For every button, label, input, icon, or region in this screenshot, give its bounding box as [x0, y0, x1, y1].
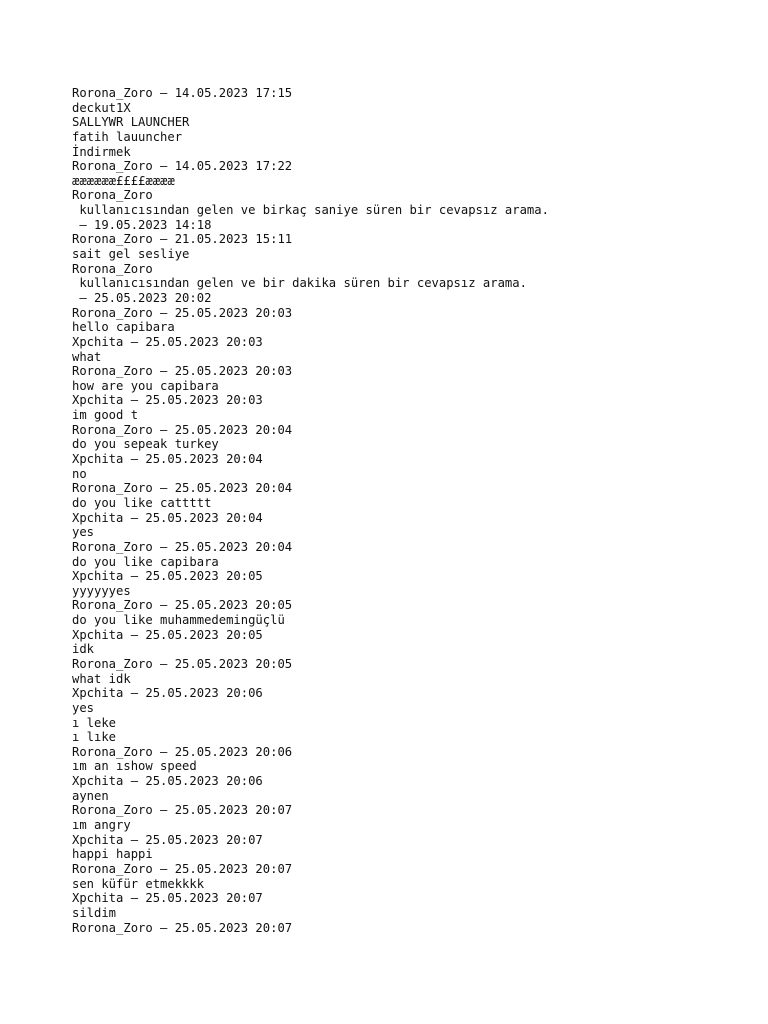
- message-header: Rorona_Zoro — 25.05.2023 20:05: [72, 598, 293, 613]
- message-header: Rorona_Zoro — 21.05.2023 15:11: [72, 232, 293, 247]
- message-header: Xpchita — 25.05.2023 20:04: [72, 452, 263, 467]
- message-text: aynen: [72, 788, 109, 803]
- message-text: ı lıke: [72, 730, 117, 745]
- message-text: do you like cattttt: [72, 495, 212, 510]
- message-text: ım an ıshow speed: [72, 759, 197, 774]
- message-header: Rorona_Zoro — 25.05.2023 20:07: [72, 803, 293, 818]
- message-text: sildim: [72, 905, 117, 920]
- message-header: Rorona_Zoro — 25.05.2023 20:04: [72, 539, 293, 554]
- message-header: Xpchita — 25.05.2023 20:06: [72, 686, 263, 701]
- message-text: ım angry: [72, 818, 131, 833]
- message-text: do you like capibara: [72, 554, 219, 569]
- message-text: im good t: [72, 408, 139, 423]
- message-text: yyyyyyes: [72, 583, 131, 598]
- message-text: no: [72, 466, 87, 481]
- message-header: Xpchita — 25.05.2023 20:05: [72, 569, 263, 584]
- message-header: Rorona_Zoro — 25.05.2023 20:03: [72, 364, 293, 379]
- call-notice-time: — 25.05.2023 20:02: [72, 290, 212, 305]
- message-header: Rorona_Zoro — 14.05.2023 17:22: [72, 159, 293, 174]
- message-header: Rorona_Zoro — 14.05.2023 17:15: [72, 86, 293, 100]
- call-notice-user: Rorona_Zoro: [72, 261, 153, 276]
- message-header: Xpchita — 25.05.2023 20:03: [72, 334, 263, 349]
- message-header: Rorona_Zoro — 25.05.2023 20:07: [72, 920, 293, 935]
- message-header: Xpchita — 25.05.2023 20:07: [72, 832, 263, 847]
- call-notice-text: kullanıcısından gelen ve birkaç saniye süren bir cevapsız arama.: [72, 203, 549, 218]
- message-text: fatih lauuncher: [72, 129, 183, 144]
- message-header: Rorona_Zoro — 25.05.2023 20:07: [72, 861, 293, 876]
- chat-log: [72, 86, 752, 935]
- message-header: Xpchita — 25.05.2023 20:06: [72, 774, 263, 789]
- message-header: Rorona_Zoro — 25.05.2023 20:03: [72, 305, 293, 320]
- message-text: SALLYWR LAUNCHER: [72, 115, 190, 130]
- call-notice-user: Rorona_Zoro: [72, 188, 153, 203]
- message-text: do you like muhammedemingüçlü: [72, 613, 285, 628]
- call-notice-time: — 19.05.2023 14:18: [72, 217, 212, 232]
- message-header: Xpchita — 25.05.2023 20:04: [72, 510, 263, 525]
- message-text: idk: [72, 642, 95, 657]
- message-text: sait gel sesliye: [72, 247, 190, 262]
- message-text: sen küfür etmekkkk: [72, 876, 205, 891]
- message-text: yes: [72, 525, 95, 540]
- message-header: Xpchita — 25.05.2023 20:03: [72, 393, 263, 408]
- message-text: deckut1X: [72, 100, 131, 115]
- message-header: Xpchita — 25.05.2023 20:05: [72, 627, 263, 642]
- message-header: Rorona_Zoro — 25.05.2023 20:05: [72, 656, 293, 671]
- message-text: do you sepeak turkey: [72, 437, 219, 452]
- message-text: happi happi: [72, 847, 153, 862]
- message-header: Rorona_Zoro — 25.05.2023 20:04: [72, 481, 293, 496]
- message-text: how are you capibara: [72, 378, 219, 393]
- message-header: Rorona_Zoro — 25.05.2023 20:04: [72, 422, 293, 437]
- message-header: Xpchita — 25.05.2023 20:07: [72, 891, 263, 906]
- message-text: İndirmek: [72, 144, 131, 159]
- call-notice-text: kullanıcısından gelen ve bir dakika süren bir cevapsız arama.: [72, 276, 527, 291]
- message-text: hello capibara: [72, 320, 175, 335]
- message-text: ææææææ££££ææææ: [72, 173, 175, 188]
- message-header: Rorona_Zoro — 25.05.2023 20:06: [72, 744, 293, 759]
- message-text: yes: [72, 700, 95, 715]
- message-text: what: [72, 349, 102, 364]
- message-text: ı leke: [72, 715, 117, 730]
- message-text: what idk: [72, 671, 131, 686]
